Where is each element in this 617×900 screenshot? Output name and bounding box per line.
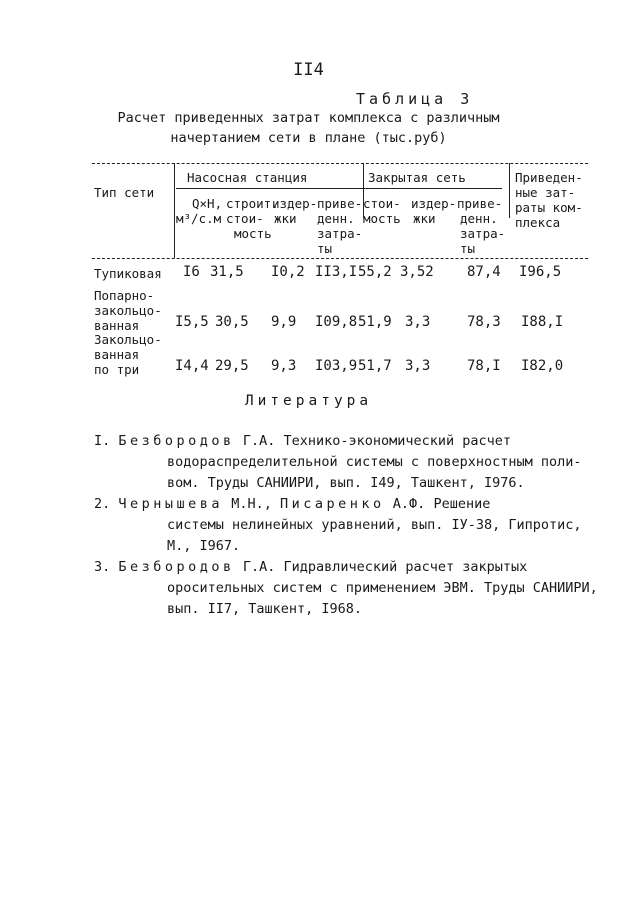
header-cost-l2: мость bbox=[363, 211, 401, 226]
header-reduced-total-l2: ные зат- bbox=[515, 185, 576, 200]
cell-reduced: I09,8 bbox=[315, 314, 358, 330]
cell-build-cost: 31,5 bbox=[210, 264, 244, 280]
cell-build-cost: 29,5 bbox=[215, 358, 249, 374]
reference-initials: Г.А. bbox=[242, 559, 276, 575]
cell-total: I88,I bbox=[521, 314, 564, 330]
cell-expenses: 9,9 bbox=[271, 314, 297, 330]
header-reduced-total-l4: плекса bbox=[515, 215, 561, 230]
header-reduced-l3: затра- bbox=[317, 226, 363, 241]
header-reduced2-l2: денн. bbox=[460, 211, 498, 226]
header-qh-l2: м³/с.м bbox=[176, 211, 222, 226]
reference-1 bbox=[94, 431, 511, 452]
row-label: ванная bbox=[94, 318, 140, 333]
cell-reduced2: 78,I bbox=[467, 358, 501, 374]
literature-title: Литература bbox=[244, 393, 373, 409]
header-reduced-l1: приве- bbox=[317, 196, 363, 211]
header-reduced2-l1: приве- bbox=[457, 196, 503, 211]
header-reduced-l4: ты bbox=[317, 241, 333, 256]
reference-line: Технико-экономический расчет bbox=[283, 433, 512, 449]
cell-expenses: 9,3 bbox=[271, 358, 297, 374]
row-label: по три bbox=[94, 362, 140, 377]
row-label: Закольцо- bbox=[94, 332, 162, 347]
header-reduced2-l3: затра- bbox=[460, 226, 506, 241]
cell-expenses: I0,2 bbox=[271, 264, 305, 280]
table-top-rule bbox=[92, 163, 588, 164]
cell-expenses2: 3,52 bbox=[400, 264, 434, 280]
header-expenses2-l1: издер- bbox=[411, 196, 457, 211]
reference-author: Писаренко bbox=[279, 496, 385, 512]
reference-number: 2. bbox=[94, 496, 111, 512]
header-reduced-total-l3: раты ком- bbox=[515, 200, 583, 215]
cell-reduced2: 87,4 bbox=[467, 264, 501, 280]
header-qh-l1: Q×H, bbox=[192, 196, 223, 211]
reference-line: оросительных систем с применением ЭВМ. Труды САНИИРИ, bbox=[167, 580, 598, 596]
reference-2 bbox=[94, 494, 490, 515]
reference-line: М., I967. bbox=[167, 538, 241, 554]
column-divider-3 bbox=[509, 163, 510, 218]
reference-line: водораспределительной системы с поверхностным поли- bbox=[167, 454, 582, 470]
reference-line: Гидравлический расчет закрытых bbox=[283, 559, 528, 575]
header-build-cost-l1: строит. bbox=[226, 196, 279, 211]
reference-line: вом. Труды САНИИРИ, вып. I49, Ташкент, I976. bbox=[167, 475, 525, 491]
reference-author: Безбородов bbox=[118, 433, 235, 449]
reference-initials: А.Ф. bbox=[392, 496, 426, 512]
header-cost-l1: стои- bbox=[363, 196, 401, 211]
header-reduced-l2: денн. bbox=[317, 211, 355, 226]
reference-3 bbox=[94, 557, 527, 578]
header-build-cost-l3: мость bbox=[234, 226, 272, 241]
table-label: Таблица 3 bbox=[356, 90, 474, 108]
table-header-bottom-rule bbox=[92, 258, 588, 259]
table-caption-line-2: начертанием сети в плане (тыс.руб) bbox=[170, 130, 447, 146]
reference-initials: М.Н., bbox=[231, 496, 272, 512]
row-label: ванная bbox=[94, 347, 140, 362]
header-reduced-total-l1: Приведен- bbox=[515, 170, 583, 185]
cell-cost: 55,2 bbox=[358, 264, 392, 280]
reference-author: Чернышева bbox=[118, 496, 224, 512]
header-expenses-l2: жки bbox=[274, 211, 297, 226]
cell-qh: I5,5 bbox=[175, 314, 209, 330]
table-caption-line-1: Расчет приведенных затрат комплекса с различным bbox=[117, 110, 500, 126]
reference-initials: Г.А. bbox=[242, 433, 276, 449]
cell-reduced: I03,9 bbox=[315, 358, 358, 374]
cell-total: I82,0 bbox=[521, 358, 564, 374]
cell-qh: I4,4 bbox=[175, 358, 209, 374]
reference-number: I. bbox=[94, 433, 111, 449]
reference-number: 3. bbox=[94, 559, 111, 575]
group-header-rule bbox=[176, 188, 502, 189]
page-number: II4 bbox=[293, 60, 324, 80]
header-expenses2-l2: жки bbox=[413, 211, 436, 226]
row-label: закольцо- bbox=[94, 303, 162, 318]
cell-qh: I6 bbox=[183, 264, 200, 280]
cell-reduced2: 78,3 bbox=[467, 314, 501, 330]
cell-cost: 51,9 bbox=[358, 314, 392, 330]
row-label: Тупиковая bbox=[94, 266, 162, 281]
cell-cost: 51,7 bbox=[358, 358, 392, 374]
cell-expenses2: 3,3 bbox=[405, 358, 431, 374]
row-label: Попарно- bbox=[94, 288, 155, 303]
header-network-type: Тип сети bbox=[94, 185, 155, 200]
cell-expenses2: 3,3 bbox=[405, 314, 431, 330]
column-divider-1 bbox=[174, 163, 175, 258]
header-pump-station: Насосная станция bbox=[187, 170, 308, 185]
reference-author: Безбородов bbox=[118, 559, 235, 575]
header-build-cost-l2: стои- bbox=[226, 211, 264, 226]
cell-build-cost: 30,5 bbox=[215, 314, 249, 330]
reference-line: Решение bbox=[433, 496, 491, 512]
header-expenses-l1: издер- bbox=[272, 196, 318, 211]
header-reduced2-l4: ты bbox=[460, 241, 476, 256]
reference-line: вып. II7, Ташкент, I968. bbox=[167, 601, 363, 617]
cell-total: I96,5 bbox=[519, 264, 562, 280]
reference-line: системы нелинейных уравнений, вып. IУ-38, Гипротис, bbox=[167, 517, 582, 533]
header-closed-network: Закрытая сеть bbox=[368, 170, 466, 185]
cell-reduced: II3,I bbox=[315, 264, 358, 280]
